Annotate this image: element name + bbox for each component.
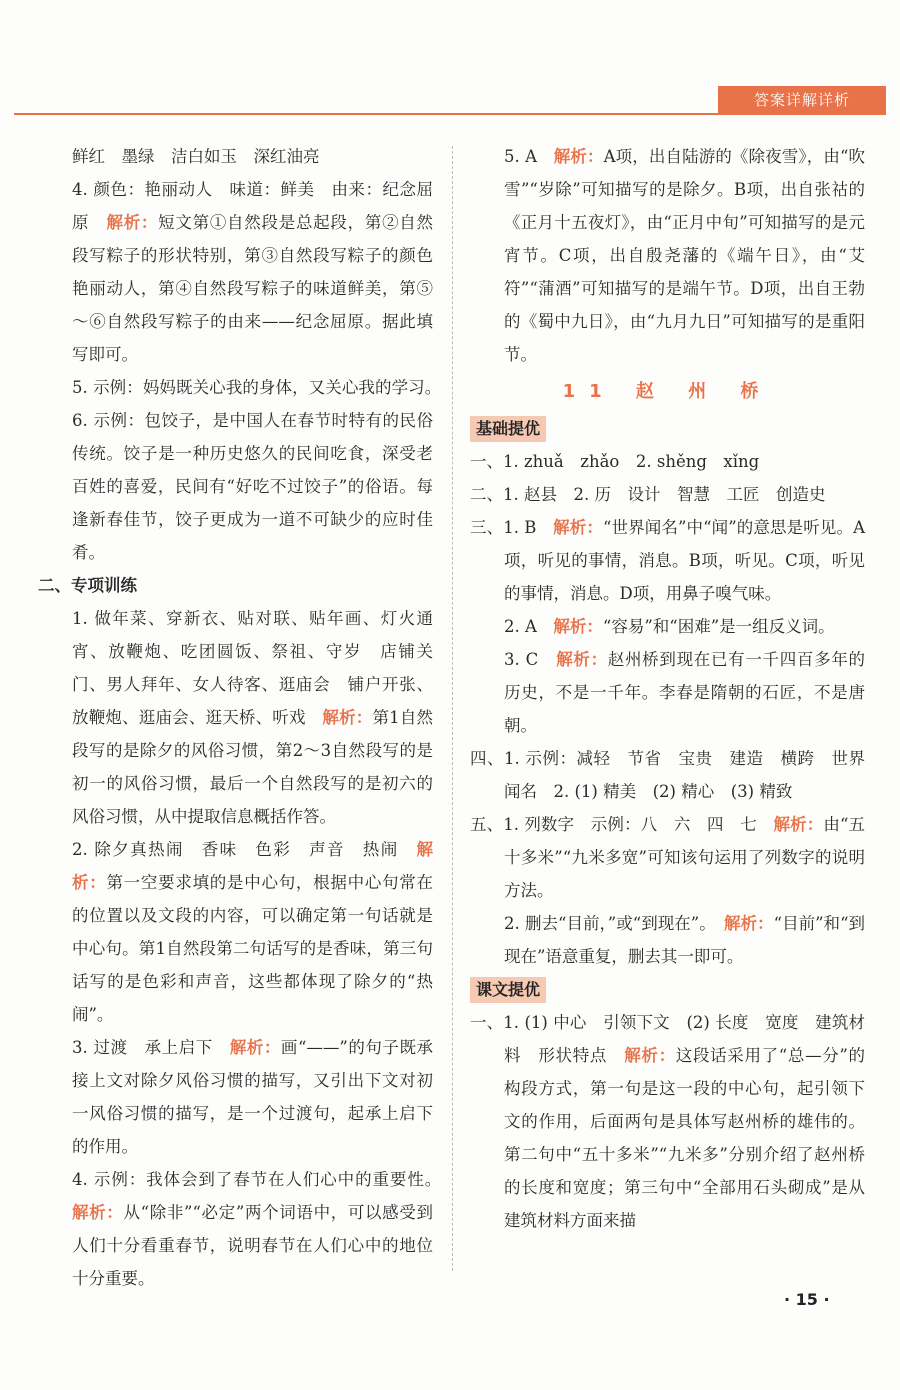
answer-y4: 四、1. 示例：减轻 节省 宝贵 建造 横跨 世界闻名 2. (1) 精美 (2) 精心 (3) 精致 (470, 749, 865, 801)
analysis-label: 解析： (229, 1038, 281, 1057)
answer-s4: 4. 示例：我体会到了春节在人们心中的重要性。 解析：从“除非”“必定”两个词语中，可以感受到人们十分看重春节，说明春节在人们心中的地位十分重要。 (72, 1170, 433, 1288)
answer-r5: 5. A 解析：A项，出自陆游的《除夜雪》，由“吹雪”“岁除”可知描写的是除夕。B项，出自张祜的《正月十五夜灯》，由“正月中旬”可知描写的是元宵节。C项，出自殷尧藩的《端午日》，由“艾符”“蒲酒”可知描写的是端午节。D项，出自王勃的《蜀中九日》，由“九月九日”可知描写的是重阳节。 (504, 147, 866, 364)
answer-s1: 1. 做年菜、穿新衣、贴对联、贴年画、灯火通宵、放鞭炮、吃团圆饭、祭祖、守岁 店铺关门、男人拜年、女人待客、逛庙会 铺户开张、放鞭炮、逛庙会、逛天桥、听戏 解析：第1自然段写的是除夕的风俗习惯，第2～3自然段写的是初一的风俗习惯，最后一个自然段写的是初六的风俗习惯，从中提取信息概括作答。 (72, 609, 434, 826)
analysis-label: 解析： (553, 147, 604, 166)
analysis-label: 解析： (106, 213, 159, 232)
answer-s3: 3. 过渡 承上启下 解析：画“——”的句子既承接上文对除夕风俗习惯的描写，又引出下文对初一风俗习惯的描写，是一个过渡句，起承上启下的作用。 (72, 1038, 434, 1156)
analysis-label: 解析： (556, 650, 608, 669)
analysis-label: 解析： (724, 914, 774, 933)
left-column (38, 140, 450, 1295)
answer-y3: 三、1. B 解析：“世界闻名”中“闻”的意思是听见。A项，听见的事情，消息。B项，听见。C项，听见的事情，消息。D项，用鼻子嗅气味。 (470, 518, 865, 603)
answer-y5: 五、1. 列数字 示例：八 六 四 七 解析：由“五十多米”“九米多宽”可知该句运用了列数字的说明方法。 (470, 815, 866, 900)
analysis-label: 解析： (322, 708, 373, 727)
answer-y1: 一、1. zhuǎ zhǎo 2. shěng xǐng (470, 452, 760, 471)
analysis-label: 解析： (72, 840, 433, 892)
answer-y3-2: 2. A 解析：“容易”和“困难”是一组反义词。 (504, 617, 835, 636)
analysis-label: 解析： (624, 1046, 676, 1065)
analysis-label: 解析： (72, 1203, 124, 1222)
answer-k1: 一、1. (1) 中心 引领下文 (2) 长度 宽度 建筑材料 形状特点 解析：这段话采用了“总—分”的构段方式，第一句是这一段的中心句，起引领下文的作用，后面两句是具体写赵州桥的雄伟的。第二句中“五十多米”“九米多”分别介绍了赵州桥的长度和宽度；第三句中“全部用石头砌成”是从建筑材料方面来描 (470, 1013, 866, 1230)
answer-y2: 二、1. 赵县 2. 历 设计 智慧 工匠 创造史 (470, 485, 826, 504)
column-divider (452, 146, 453, 1271)
answer-q4: 4. 颜色：艳丽动人 味道：鲜美 由来：纪念屈原 解析：短文第①自然段是总起段，第②自然段写粽子的形状特别，第③自然段写粽子的颜色艳丽动人，第④自然段写粽子的味道鲜美，第⑤～⑥自然段写粽子的由来——纪念屈原。据此填写即可。 (72, 180, 434, 364)
right-column (470, 140, 865, 1237)
section-tag-text: 课文提优 (470, 977, 546, 1003)
answer-q5-q6: 5. 示例：妈妈既关心我的身体，又关心我的学习。 6. 示例：包饺子，是中国人在春节时特有的民俗传统。饺子是一种历史悠久的民间吃食，深受老百姓的喜爱，民间有“好吃不过饺子”的俗语。每逢新春佳节，饺子更成为一道不可缺少的应时佳肴。 (72, 378, 450, 562)
answer-y5-2: 2. 删去“目前，”或“到现在”。 解析：“目前”和“到现在”语意重复，删去其一即可。 (504, 914, 866, 966)
analysis-label: 解析： (553, 518, 603, 537)
answer-y3-3: 3. C 解析：赵州桥到现在已有一千四百多年的历史，不是一千年。李春是隋朝的石匠，不是唐朝。 (504, 650, 866, 735)
section-tag-basic: 基础提优 (470, 416, 546, 442)
answer-line: 鲜红 墨绿 洁白如玉 深红油亮 (72, 147, 320, 166)
analysis-label: 解析： (773, 815, 824, 834)
page-number: · 15 · (784, 1290, 830, 1309)
answer-s2: 2. 除夕真热闹 香味 色彩 声音 热闹 解析：第一空要求填的是中心句，根据中心句常在的位置以及文段的内容，可以确定第一句话就是中心句。第1自然段第二句话写的是香味，第三句话写的是色彩和声音，这些都体现了除夕的“热闹”。 (72, 840, 434, 1024)
header-badge: 答案详解详析 (718, 86, 886, 115)
section-heading: 二、专项训练 (38, 576, 137, 595)
lesson-title: 11 赵 州 桥 (562, 381, 773, 402)
analysis-label: 解析： (553, 617, 603, 636)
